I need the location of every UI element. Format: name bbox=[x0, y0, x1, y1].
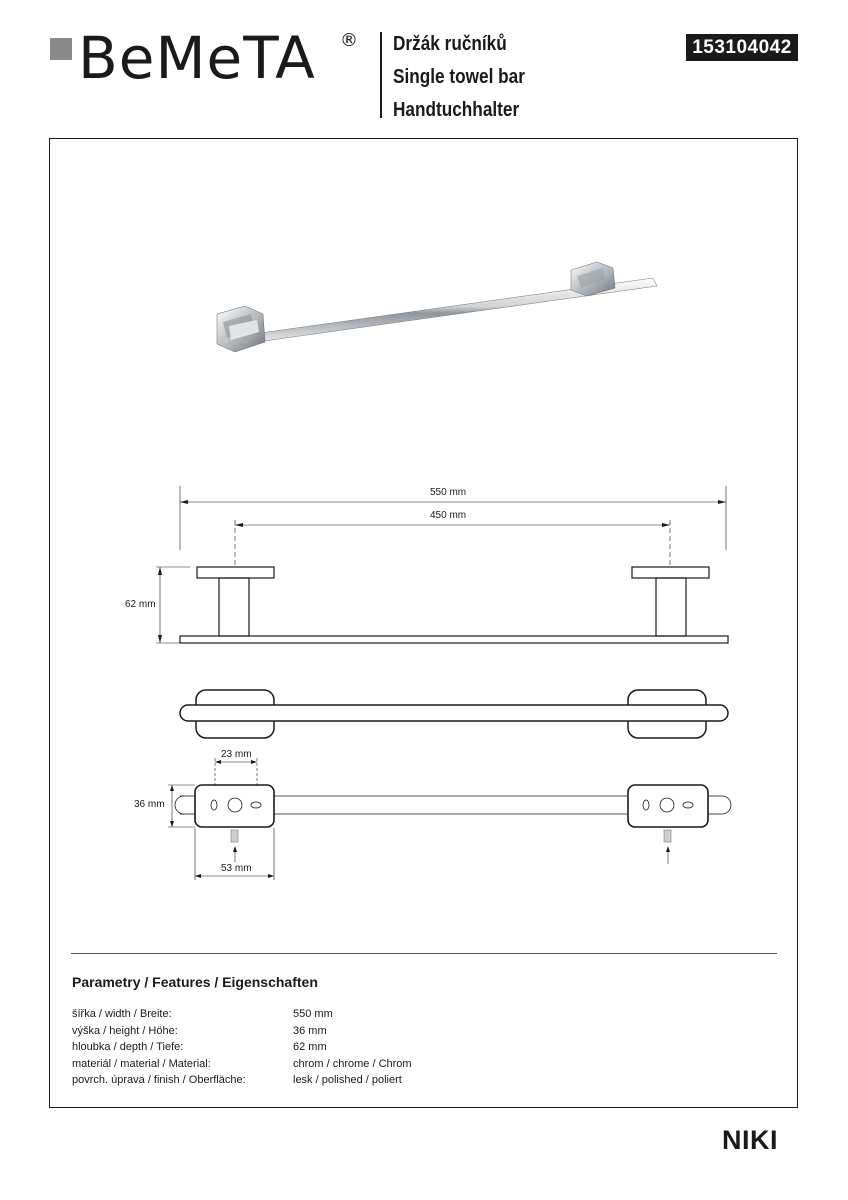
feature-label: výška / height / Höhe: bbox=[72, 1024, 178, 1037]
title-czech: Držák ručníků bbox=[393, 33, 507, 55]
feature-row bbox=[72, 1023, 412, 1040]
feature-value: 36 mm bbox=[293, 1024, 327, 1037]
feature-row bbox=[72, 1056, 412, 1073]
feature-value: lesk / polished / poliert bbox=[293, 1074, 402, 1086]
dim-label-62: 62 mm bbox=[125, 599, 156, 610]
features-table bbox=[72, 1006, 412, 1089]
header-divider bbox=[380, 32, 382, 118]
feature-label: šířka / width / Breite: bbox=[72, 1008, 172, 1020]
feature-value: chrom / chrome / Chrom bbox=[293, 1057, 412, 1070]
product-code-badge: 153104042 bbox=[686, 34, 798, 61]
features-title: Parametry / Features / Eigenschaften bbox=[72, 974, 318, 990]
dim-label-450: 450 mm bbox=[430, 510, 467, 521]
title-german: Handtuchhalter bbox=[393, 99, 520, 121]
feature-row bbox=[72, 1006, 412, 1023]
dim-label-36: 36 mm bbox=[134, 799, 165, 810]
registered-mark: ® bbox=[340, 30, 358, 51]
feature-label: povrch. úprava / finish / Oberfläche: bbox=[72, 1074, 246, 1086]
features-divider bbox=[71, 953, 777, 954]
dim-label-53: 53 mm bbox=[221, 863, 252, 874]
dim-label-23: 23 mm bbox=[221, 749, 252, 760]
dim-label-550: 550 mm bbox=[430, 487, 467, 498]
feature-row bbox=[72, 1072, 412, 1089]
logo-text: BeMeTA bbox=[78, 24, 316, 92]
feature-value: 62 mm bbox=[293, 1041, 327, 1053]
logo-square-mark bbox=[50, 38, 72, 60]
feature-label: hloubka / depth / Tiefe: bbox=[72, 1041, 184, 1053]
series-name: NIKI bbox=[722, 1125, 778, 1155]
brand-logo bbox=[50, 24, 360, 92]
product-title-block bbox=[393, 28, 546, 127]
feature-label: materiál / material / Material: bbox=[72, 1057, 211, 1070]
title-english: Single towel bar bbox=[393, 66, 525, 88]
feature-row bbox=[72, 1039, 412, 1056]
feature-value: 550 mm bbox=[293, 1008, 333, 1020]
product-photo bbox=[205, 258, 665, 368]
